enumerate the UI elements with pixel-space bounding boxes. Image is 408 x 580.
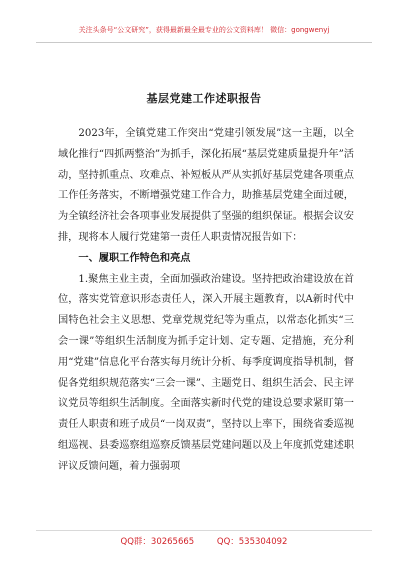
document-title: 基层党建工作述职报告 [146,92,262,105]
intro-paragraph: 2023年，全镇党建工作突出“党建引领发展”这一主题，以全域化推行“四抓两整治”为抓手，深化拓展“基层党建质量提升年”活动，坚持抓重点、攻难点、补短板从严从实抓好基层党建各项重点工作任务落实，不断增强党建工作合力，助推基层党建全面过硬，为全镇经济社会各项事业发展提供了坚强的组织保证。根据会议安排，现将本人履行党建第一责任人职责情况报告如下： [58,128,354,243]
section-heading: 一、履职工作特色和亮点 [78,252,191,264]
qq-contact: QQ：535304092 [216,537,288,547]
page-footer [0,535,408,547]
header-divider [36,42,372,43]
footer-divider [36,530,372,531]
document-body [58,124,354,478]
qq-group: QQ群：30265665 [120,537,195,547]
section-paragraph: 1.聚焦主业主责，全面加强政治建设。坚持把政治建设放在首位，落实党管意识形态责任人，深入开展主题教育，以A新时代中国特色社会主义思想、党章党规党纪等为重点，以常态化抓实“三会一课”等组织生活制度为抓手定计划、定专题、定措施，充分利用“党建”信息化平台落实每月统计分析、每季度调度指导机制，督促各党组织规范落实“三会一课”、主题党日、组织生活会、民主评议党员等组织生活制度。全面落实新时代党的建设总要求紧盯第一责任人职责和班子成员“一岗双责”，坚持以上率下，围绕省委巡视组巡视、县委巡察组巡察反馈基层党建问题以及上年度抓党建述职评议反馈问题，着力强弱项 [58,273,354,472]
page-header: 关注头条号“公文研究”，获得最新最全最专业的公文资料库！ 微信：gongwenyj [78,26,330,34]
